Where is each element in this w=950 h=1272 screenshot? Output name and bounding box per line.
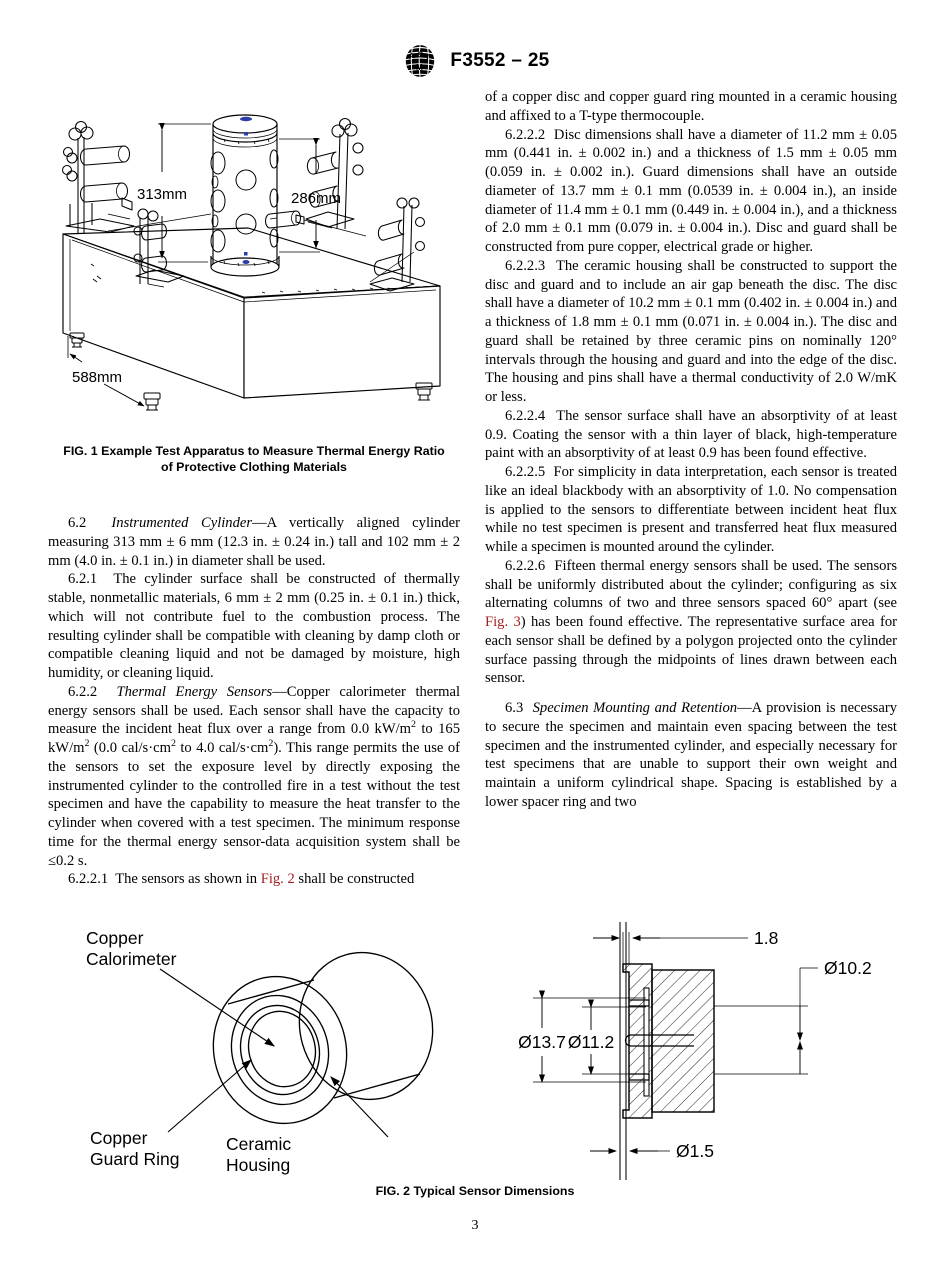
dim-286mm: 286mm bbox=[290, 190, 342, 207]
clause-body-6-2-2-4: The sensor surface shall have an absorptivity of at least 0.9. Coating the sensor with a thin layer of black, high-temperature paint with an absorptivity of at least 0.9 has been found effective. bbox=[485, 407, 897, 462]
dim-diameter-11-2: Ø11.2 bbox=[567, 1032, 615, 1052]
clause-body-6-2-2-6-b: ) has been found effective. The representative surface area for each sensor shall be defined by a polygon projected onto the cylinder surface passing through the midpoints of lines drawn between each sensor. bbox=[485, 614, 898, 687]
dim-1-8: 1.8 bbox=[754, 928, 779, 948]
clause-number-6-2-1: 6.2.1 bbox=[68, 571, 98, 588]
clause-title-6-2-2: Thermal Energy Sensors bbox=[116, 683, 273, 700]
clause-body-6-2-2-a: —Copper calorimeter thermal energy sensors shall be used. Each sensor shall have the capacity to measure the incident heat flux over a range from 0.0 kW/m bbox=[48, 683, 461, 738]
clause-body-6-2-2-e: ). This range permits the use of the sensors to set the exposure level by directly exposing the instrumented cylinder to the controlled fire in a test without the test specimen and have the capability to measure the heat transfer to the cylinder when covered with a test specimen. The minimum response time for the thermal energy sensor-data acquisition system shall be ≤0.2 s. bbox=[48, 740, 460, 869]
leader-copper-guard-ring bbox=[168, 1060, 251, 1132]
clause-body-6-2-2-c: (0.0 cal/s·cm bbox=[89, 740, 171, 756]
paragraph-6-2-2-6 bbox=[485, 557, 897, 688]
figure-2-drawing bbox=[48, 922, 902, 1180]
clause-number-6-2-2: 6.2.2 bbox=[68, 683, 98, 700]
figure-1-caption bbox=[48, 444, 460, 476]
label-ceramic-housing-line2: Housing bbox=[226, 1155, 291, 1175]
clause-number-6-2-2-3: 6.2.2.3 bbox=[505, 257, 546, 274]
figure-1 bbox=[48, 86, 460, 476]
clause-body-6-2-2-1-b: shall be constructed bbox=[294, 871, 415, 888]
clause-body-6-2-1: The cylinder surface shall be constructed of thermally stable, nonmetallic materials, 6 mm ± 2 mm (0.25 in. ± 0.1 in.) thick, which will not contribute fuel to the combustion process. The resulting cylinder shall be compatible with cleaning by damp cloth or compatible cleaning liquid and not be damaged by moisture, high humidity, or cleaning liquid. bbox=[48, 571, 460, 681]
svg-text:T: T bbox=[424, 51, 432, 63]
clause-title-6-2: Instrumented Cylinder bbox=[111, 515, 253, 531]
figure-2-labels bbox=[86, 928, 291, 1175]
standard-designation: F3552 – 25 bbox=[450, 50, 550, 71]
paragraph-6-2-2-5 bbox=[485, 463, 897, 557]
paragraph-6-2-2-3 bbox=[485, 257, 897, 407]
clause-body-6-2: —A vertically aligned cylinder measuring 313 mm ± 6 mm (12.3 in. ± 0.24 in.) tall and 102 mm ± 2 mm (4.0 in. ± 0.1 in.) in diameter shall be used. bbox=[48, 515, 460, 569]
clause-body-6-2-2-5: For simplicity in data interpretation, each sensor is treated like an ideal blackbody with an absorptivity of 1.0. No compensation is applied to the sensors to differentiate between incident heat flux while no test specimen is present and transferred heat flux measured while a specimen is mounted around the cylinder. bbox=[485, 464, 897, 555]
clause-body-6-2-2-b: to 165 kW/m bbox=[48, 721, 460, 756]
paragraph-6-2-1 bbox=[48, 570, 460, 683]
superscript-2-b: 2 bbox=[84, 738, 90, 750]
paragraph-6-2 bbox=[48, 514, 460, 570]
label-copper-calorimeter-line2: Calorimeter bbox=[86, 949, 177, 969]
figure-2 bbox=[48, 922, 902, 1200]
paragraph-6-2-2 bbox=[48, 683, 460, 871]
page-number: 3 bbox=[471, 1218, 479, 1233]
paragraph-6-2-2-2 bbox=[485, 126, 897, 257]
clause-number-6-2: 6.2 bbox=[68, 515, 87, 531]
paragraph-6-3 bbox=[485, 699, 897, 812]
label-copper-guard-ring-line2: Guard Ring bbox=[90, 1149, 180, 1169]
leader-copper-calorimeter bbox=[160, 969, 274, 1046]
dim-diameter-13-7: Ø13.7 bbox=[518, 1032, 566, 1052]
clause-number-6-2-2-5: 6.2.2.5 bbox=[505, 464, 546, 480]
astm-logo bbox=[400, 44, 440, 78]
paragraph-continuation: of a copper disc and copper guard ring mounted in a ceramic housing and affixed to a T-type thermocouple. bbox=[485, 89, 897, 124]
clause-body-6-2-2-3: The ceramic housing shall be constructed to support the disc and guard and to include an air gap beneath the disc. The disc shall have a diameter of 10.2 mm ± 0.1 mm (0.402 in. ± 0.004 in.) and a thickness of 1.8 mm ± 0.1 mm (0.071 in. ± 0.004 in.). The disc and guard shall be retained by three ceramic pins on nominally 120° intervals through the housing and guard and into the edge of the disc. The housing and pins shall have a thermal conductivity of 2.0 W/mK or less. bbox=[485, 257, 897, 405]
clause-body-6-2-2-d: to 4.0 cal/s·cm bbox=[175, 740, 269, 756]
superscript-2-a: 2 bbox=[411, 719, 416, 731]
label-ceramic-housing-line1: Ceramic bbox=[226, 1134, 292, 1154]
figure-2-cross-reference-link[interactable]: Fig. 2 bbox=[260, 871, 295, 888]
figure-1-caption-line-1: FIG. 1 Example Test Apparatus to Measure Thermal Energy Ratio bbox=[63, 444, 445, 458]
superscript-2-c: 2 bbox=[170, 738, 176, 750]
figure-1-caption-line-2: of Protective Clothing Materials bbox=[161, 459, 347, 474]
svg-text:S: S bbox=[418, 49, 424, 60]
label-copper-guard-ring-line1: Copper bbox=[90, 1128, 148, 1148]
clause-title-6-3: Specimen Mounting and Retention bbox=[532, 700, 738, 716]
clause-number-6-2-2-4: 6.2.2.4 bbox=[505, 407, 546, 424]
dim-diameter-10-2: Ø10.2 bbox=[824, 958, 872, 978]
clause-number-6-3: 6.3 bbox=[505, 700, 524, 716]
clause-number-6-2-2-6: 6.2.2.6 bbox=[505, 557, 546, 574]
superscript-2-d: 2 bbox=[268, 738, 274, 750]
clause-body-6-3: —A provision is necessary to secure the specimen and maintain even spacing between the test specimen and the instrumented cylinder, and especially necessary for test specimens that are unable to support their own weight and maintain a uniform cylindrical shape. Spacing is established by a lower spacer ring and two bbox=[485, 700, 897, 810]
clause-number-6-2-2-1: 6.2.2.1 bbox=[68, 871, 109, 888]
clause-number-6-2-2-2: 6.2.2.2 bbox=[505, 126, 546, 143]
figure-3-cross-reference-link[interactable]: Fig. 3 bbox=[485, 614, 521, 630]
right-column-text bbox=[485, 88, 897, 812]
left-column-text bbox=[48, 514, 460, 889]
clause-body-6-2-2-2: Disc dimensions shall have a diameter of 11.2 mm ± 0.05 mm (0.441 in. ± 0.002 in.) and a thickness of 1.5 mm ± 0.05 mm (0.059 in. ± 0.002 in.). Guard dimensions shall have an outside diameter of 13.7 mm ± 0.1 mm (0.0539 in. ± 0.004 in.), an inside diameter of 11.4 mm ± 0.1 mm (0.449 in. ± 0.004 in.), and a thickness of 2.0 mm ± 0.1 mm (0.079 in. ± 0.004 in.). Disc and guard shall be constructed from pure copper, electrical grade or higher. bbox=[485, 126, 897, 255]
dim-diameter-1-5: Ø1.5 bbox=[676, 1141, 714, 1161]
clause-body-6-2-2-1-a: The sensors as shown in bbox=[115, 871, 261, 888]
paragraph-6-2-2-4 bbox=[485, 407, 897, 463]
figure-2-caption: FIG. 2 Typical Sensor Dimensions bbox=[375, 1184, 575, 1198]
dim-588mm: 588mm bbox=[72, 369, 123, 386]
dim-313mm: 313mm bbox=[136, 186, 188, 203]
page-header bbox=[0, 44, 950, 78]
svg-text:M: M bbox=[416, 62, 424, 73]
figure-1-drawing bbox=[48, 86, 460, 436]
clause-body-6-2-2-6-a: Fifteen thermal energy sensors shall be used. The sensors shall be uniformly distributed about the cylinder; configuring as six alternating columns of two and three sensors spaced 60° apart (see bbox=[485, 557, 897, 612]
paragraph-6-2-2-1 bbox=[48, 870, 460, 889]
svg-text:A: A bbox=[408, 50, 416, 61]
label-copper-calorimeter-line1: Copper bbox=[86, 928, 144, 948]
